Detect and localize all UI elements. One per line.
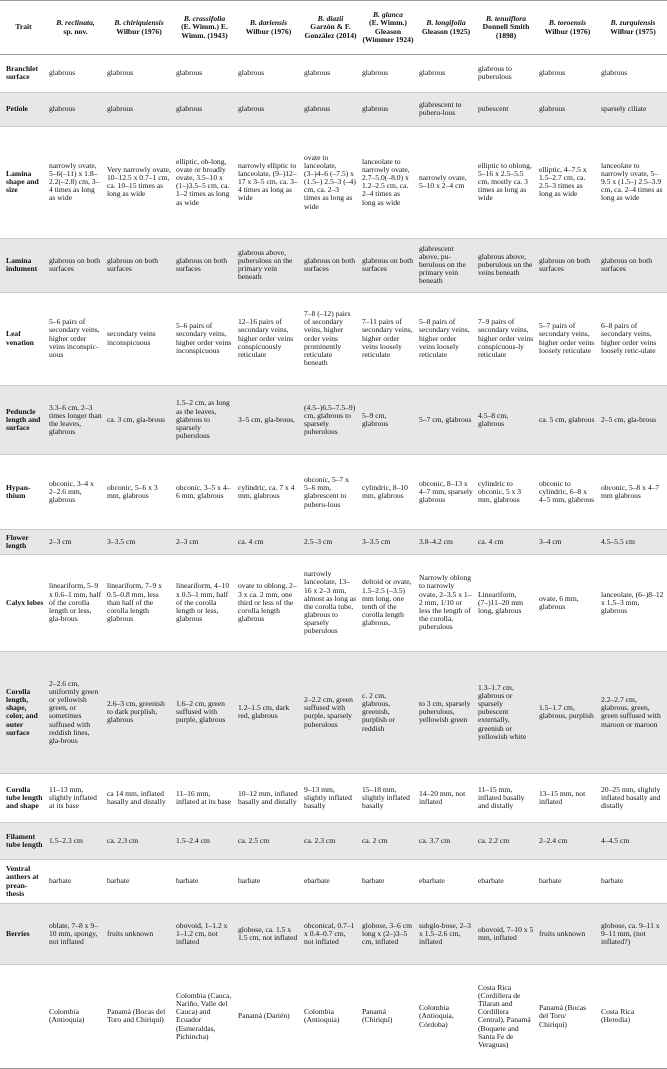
table-cell: 13–15 mm, not inflated (536, 773, 598, 823)
table-cell: 9–13 mm, slightly inflated basally (301, 773, 359, 823)
table-row (0, 92, 667, 126)
table-cell: 11–13 mm, slightly inflated at its base (46, 773, 104, 823)
table-cell: Colombia (Antioquia, Córdoba) (416, 964, 475, 1068)
table-cell: narrowly elliptic to lanceolate, (9–)12–17 x 3–5 cm, ca. 3–4 times as long as wide (235, 126, 301, 238)
table-cell: narrowly lanceolate, 13–16 x 2–3 mm, almost as long as the corolla tube, glabrous to sparsely puberulous (301, 554, 359, 651)
species-name: B. glanca (373, 10, 403, 20)
table-cell: glabrous on both surfaces (46, 238, 104, 292)
table-cell: obconic, 3–5 x 4–6 mm, glabrous (173, 455, 235, 530)
species-column-header (104, 1, 173, 55)
trait-label: Lamina shape and size (0, 126, 46, 238)
trait-label: Branchlet surface (0, 55, 46, 93)
table-cell: barbate (235, 859, 301, 903)
species-authority: Wilbur (1976) (245, 26, 292, 36)
table-cell: obconic to cylindric, 6–8 x 4–5 mm, glabrous (536, 455, 598, 530)
species-column-header (235, 1, 301, 55)
table-cell: Panamá (Bocas del Toro and Chiriquí) (104, 964, 173, 1068)
species-authority: Wilbur (1975) (610, 26, 656, 36)
table-cell: glabrous (173, 92, 235, 126)
trait-label: Berries (0, 904, 46, 965)
table-cell: 15–18 mm, slightly inflated basally (359, 773, 416, 823)
species-name: B. zurquiensis (610, 18, 656, 28)
table-cell: obovoid, 7–10 x 5 mm, inflated (475, 904, 536, 965)
table-cell: 6–8 pairs of secondary veins, higher order veins loosely retic-ulate (598, 292, 667, 385)
table-cell: barbate (359, 859, 416, 903)
trait-label: Petiole (0, 92, 46, 126)
table-row (0, 238, 667, 292)
table-cell: 7–11 pairs of secondary veins, higher order veins loosely reticulate (359, 292, 416, 385)
table-cell: glabrous (46, 92, 104, 126)
table-cell: barbate (173, 859, 235, 903)
table-cell: glabrous on both surfaces (598, 238, 667, 292)
table-cell: 1.5–2.4 cm (173, 823, 235, 859)
trait-label: Corolla tube length and shape (0, 773, 46, 823)
species-authority: Wilbur (1976) (116, 26, 162, 36)
table-cell: obconic, 3–4 x 2–2.6 mm, glabrous (46, 455, 104, 530)
table-row (0, 964, 667, 1068)
table-cell: obconic, 5–7 x 5–6 mm, glabrescent to puberu-lous (301, 455, 359, 530)
species-column-header (475, 1, 536, 55)
table-cell: to 3 cm, sparsely puberulous, yellowish green (416, 652, 475, 774)
table-cell: ca. 4 cm (235, 530, 301, 554)
table-cell: fruits unknown (104, 904, 173, 965)
table-cell: ca. 2.3 cm (301, 823, 359, 859)
species-column-header (359, 1, 416, 55)
species-authority: Gleason (1925) (421, 26, 471, 36)
table-cell: 3–5 cm, gla-brous, (235, 385, 301, 455)
table-cell: glabrous above, puberulous on the veins beneath (475, 238, 536, 292)
table-cell: 7–8 (–12) pairs of secondary veins, higher order veins prominently reticulate beneath (301, 292, 359, 385)
table-cell: narrowly ovate, 5–6(–11) x 1.8–2.2(–2.8) cm, 3–4 times as long as wide (46, 126, 104, 238)
table-cell: barbate (598, 859, 667, 903)
trait-label (0, 964, 46, 1068)
table-cell: 12–16 pairs of secondary veins, higher order veins conspicuously reticulate (235, 292, 301, 385)
trait-label: Peduncle length and surface (0, 385, 46, 455)
table-cell: 1.5–2 cm, as long as the leaves, glabrous to sparsely puberulous (173, 385, 235, 455)
table-cell: glabrous on both surfaces (359, 238, 416, 292)
table-cell: 2–2.4 cm (536, 823, 598, 859)
table-cell: cylindric to obconic, 5 x 3 mm, glabrous (475, 455, 536, 530)
table-cell: ca. 3.7 cm (416, 823, 475, 859)
table-cell: sparsely ciliate (598, 92, 667, 126)
trait-label: Calyx lobes (0, 554, 46, 651)
table-cell: lanceolate, (6–)8–12 x 1.5–3 mm, glabrous (598, 554, 667, 651)
table-row (0, 823, 667, 859)
table-cell: 3.8–4.2 cm (416, 530, 475, 554)
species-name: B. diazii (317, 14, 344, 24)
table-cell: glabrous (359, 55, 416, 93)
table-cell: 1.3–1.7 cm, glabrous or sparsely pubescent externally, greenish or yellowish white (475, 652, 536, 774)
table-row (0, 385, 667, 455)
table-cell: Panamá (Chiriquí) (359, 964, 416, 1068)
species-authority: (E. Wimm.) Gleason (Wimmer 1924) (362, 18, 414, 44)
table-cell: obconic, 5–8 x 4–7 mm glabrous (598, 455, 667, 530)
table-cell: 2–3 cm (173, 530, 235, 554)
table-cell: 5–6 pairs of secondary veins, higher order veins inconspic-uous (46, 292, 104, 385)
species-name: B. longifolia (426, 18, 466, 28)
table-cell: 2–5 cm, gla-brous (598, 385, 667, 455)
species-column-header (46, 1, 104, 55)
table-cell: obconical, 0.7–1 x 0.4–0.7 cm, not inflated (301, 904, 359, 965)
table-cell: 14–20 mm, not inflated (416, 773, 475, 823)
table-cell: ebarbate (301, 859, 359, 903)
table-cell: subglo-bose, 2–3 x 1.5–2.6 cm, inflated (416, 904, 475, 965)
table-cell: c. 2 cm, glabrous, greenish, purplish or reddish (359, 652, 416, 774)
table-cell: elliptic, ob-long, ovate or broadly ovate, 3.5–10 x (1–)3.5–5 cm, ca. 1–2 times as long as wide (173, 126, 235, 238)
species-name: B. reclinata, (56, 18, 95, 28)
table-cell: glabrous (46, 55, 104, 93)
trait-label: Flower length (0, 530, 46, 554)
table-cell: cylindric, 8–10 mm, glabrous (359, 455, 416, 530)
table-cell: fruits unknown (536, 904, 598, 965)
table-cell: glabrescent above, pu-berulous on the primary vein beneath (416, 238, 475, 292)
table-cell: Very narrowly ovate, 10–12.5 x 0.7–1 cm, ca. 10–15 times as long as wide (104, 126, 173, 238)
table-cell: (4.5–)6.5–7.5–9) cm, glabrous to sparsely puberulous (301, 385, 359, 455)
trait-label: Leaf venation (0, 292, 46, 385)
table-cell: 5–6 pairs of secondary veins, higher order veins inconspicuous (173, 292, 235, 385)
species-column-header (536, 1, 598, 55)
table-cell: ebarbate (475, 859, 536, 903)
table-cell: 3–3.5 cm (104, 530, 173, 554)
table-cell: barbate (46, 859, 104, 903)
table-row (0, 455, 667, 530)
table-cell: 4–4.5 cm (598, 823, 667, 859)
table-cell: secondary veins inconspicuous (104, 292, 173, 385)
table-cell: ca. 3 cm, gla-brous (104, 385, 173, 455)
table-row (0, 554, 667, 651)
species-name: B. crassifolia (183, 14, 226, 24)
table-row (0, 904, 667, 965)
table-cell: lineariform, 5–9 x 0.6–1 mm, half of the corolla length or less, gla-brous (46, 554, 104, 651)
table-cell: Colombia (Antioquia) (46, 964, 104, 1068)
table-cell: pubescent (475, 92, 536, 126)
table-cell: 5–8 pairs of secondary veins, higher order veins loosely reticulate (416, 292, 475, 385)
table-cell: globose, 3–6 cm long x (2–)3–5 cm, inflated (359, 904, 416, 965)
table-cell: Colombia (Antioquia) (301, 964, 359, 1068)
table-body (0, 55, 667, 1069)
table-cell: 11–16 mm, inflated at its base (173, 773, 235, 823)
table-cell: ovate to lanceolate, (3–)4–6 (–7.5) x (1.5–) 2.5–3 (–4) cm, ca. 2–3 times as long as wide (301, 126, 359, 238)
table-cell: Panamá (Bocas del Toro/ Chiriquí) (536, 964, 598, 1068)
table-cell: 2–2.6 cm, uniformly green or yellowish green, or sometimes suffused with reddish lines, gla-brous (46, 652, 104, 774)
table-cell: elliptic to oblong, 5–16 x 2.5–5.5 cm, mostly ca. 3 times as long as wide (475, 126, 536, 238)
table-cell: glabrous (416, 55, 475, 93)
table-cell: glabrous (104, 55, 173, 93)
table-cell: glabrous on both surfaces (173, 238, 235, 292)
species-column-header (598, 1, 667, 55)
table-row (0, 773, 667, 823)
species-name: B. chiriquiensis (114, 18, 164, 28)
species-authority: Donnell Smith (1898) (482, 22, 530, 40)
table-cell: ca. 4 cm (475, 530, 536, 554)
table-cell: 5–9 cm, glabrous (359, 385, 416, 455)
table-cell: ca. 2.3 cm (104, 823, 173, 859)
table-cell: 10–12 mm, inflated basally and distally (235, 773, 301, 823)
table-cell: 1.6–2 cm, green suffused with purple, glabrous (173, 652, 235, 774)
table-cell: ca. 2.2 cm (475, 823, 536, 859)
table-cell: glabrous (301, 92, 359, 126)
table-cell: ca. 5 cm, glabrous (536, 385, 598, 455)
table-cell: ca 14 mm, inflated basally and distally (104, 773, 173, 823)
table-cell: glabrescent to puberu-lous (416, 92, 475, 126)
table-cell: cylindric, ca. 7 x 4 mm, glabrous (235, 455, 301, 530)
table-cell: obovoid, 1–1.2 x 1–1.2 cm, not inflated (173, 904, 235, 965)
table-cell: 2.6–3 cm, greenish to dark purplish, glabrous (104, 652, 173, 774)
species-authority: Garzón & F. González (2014) (304, 22, 357, 40)
species-column-header (173, 1, 235, 55)
table-cell: 7–9 pairs of secondary veins, higher order veins conspicuous-ly reticulate (475, 292, 536, 385)
table-cell: 1.5–2.3 cm (46, 823, 104, 859)
species-name: B. toroensis (548, 18, 587, 28)
table-cell: narrowly ovate, 5–10 x 2–4 cm (416, 126, 475, 238)
table-cell: Panamá (Darién) (235, 964, 301, 1068)
table-cell: Narrowly oblong to narrowly ovate, 2–3.5 x 1–2 mm, 1/10 or less the length of the corolla, puberulous (416, 554, 475, 651)
table-row (0, 292, 667, 385)
table-cell: barbate (104, 859, 173, 903)
trait-label: Lamina indument (0, 238, 46, 292)
table-row (0, 55, 667, 93)
species-column-header (416, 1, 475, 55)
table-cell: 3.3–6 cm, 2–3 times longer than the leaves, glabrous (46, 385, 104, 455)
table-row (0, 126, 667, 238)
species-column-header (301, 1, 359, 55)
table-cell: glabrous (173, 55, 235, 93)
table-cell: 1.2–1.5 cm, dark red, glabrous (235, 652, 301, 774)
table-cell: glabrous (598, 55, 667, 93)
table-cell: ca. 2 cm (359, 823, 416, 859)
table-row (0, 530, 667, 554)
table-cell: 4.5–8 cm, glabrous (475, 385, 536, 455)
table-cell: glabrous (359, 92, 416, 126)
table-cell: ca. 2.5 cm (235, 823, 301, 859)
table-cell: elliptic, 4–7.5 x 1.5–2.7 cm, ca. 2.5–3 times as long as wide (536, 126, 598, 238)
species-name: B. dariensis (249, 18, 288, 28)
table-cell: glabrous on both surfaces (536, 238, 598, 292)
table-cell: barbate (536, 859, 598, 903)
table-cell: glabrous to puberulous (475, 55, 536, 93)
table-cell: 2–3 cm (46, 530, 104, 554)
table-cell: globose, ca. 1.5 x 1.5 cm, not inflated (235, 904, 301, 965)
table-cell: globose, ca. 9–11 x 9–11 mm, (not inflated?) (598, 904, 667, 965)
table-cell: Costa Rica (Heredia) (598, 964, 667, 1068)
table-cell: ovate, 6 mm, glabrous (536, 554, 598, 651)
table-cell: 2.5–3 cm (301, 530, 359, 554)
table-cell: glabrous (536, 55, 598, 93)
table-cell: Costa Rica (Cordillera de Tilaran and Cordillera Central), Panamá (Boquete and Santa Fe de Veraguas) (475, 964, 536, 1068)
table-row (0, 652, 667, 774)
table-cell: lineariform, 7–9 x 0.5–0.8 mm, less than half of the corolla length glabrous (104, 554, 173, 651)
table-cell: glabrous (104, 92, 173, 126)
table-cell: Lineariform, (7–)11–20 mm long, glabrous (475, 554, 536, 651)
species-authority: Wilbur (1976) (544, 26, 591, 36)
trait-label: Ventral anthers at prean-thesis (0, 859, 46, 903)
table-cell: 2.2–2.7 cm, glabrous, green, green suffused with maroon or maroon (598, 652, 667, 774)
table-row (0, 859, 667, 903)
trait-label: Corolla length, shape, color, and outer surface (0, 652, 46, 774)
table-cell: 11–15 mm, inflated basally and distally (475, 773, 536, 823)
table-cell: glabrous on both surfaces (104, 238, 173, 292)
table-cell: 2–2.2 cm, green suffused with purple, sparsely puberulous (301, 652, 359, 774)
table-cell: glabrous (235, 55, 301, 93)
trait-column-header: Trait (0, 1, 46, 55)
species-authority: sp. nov. (63, 26, 88, 36)
table-cell: 3–4 cm (536, 530, 598, 554)
table-cell: 20–25 mm, slightly inflated basally and distally (598, 773, 667, 823)
table-cell: glabrous above, puberulous on the primary vein beneath (235, 238, 301, 292)
table-cell: 1.5–1.7 cm, glabrous, purplish (536, 652, 598, 774)
table-cell: lanceolate to narrowly ovate, 5–9.5 x (1.5–) 2.5–3.9 cm, ca. 2–4 times as long as wide (598, 126, 667, 238)
table-cell: glabrous (235, 92, 301, 126)
table-cell: obconic, 5–6 x 3 mm, glabrous (104, 455, 173, 530)
header-row (0, 1, 667, 55)
species-name: B. tenuiflora (485, 14, 527, 24)
table-cell: Colombia (Cauca, Nariño, Valle del Cauca) and Ecuador (Esmeraldas, Pichincha) (173, 964, 235, 1068)
table-cell: 3–3.5 cm (359, 530, 416, 554)
trait-label: Hypan-thium (0, 455, 46, 530)
table-cell: glabrous on both surfaces (301, 238, 359, 292)
table-cell: ebarbate (416, 859, 475, 903)
table-cell: 5–7 cm, glabrous (416, 385, 475, 455)
table-cell: glabrous (301, 55, 359, 93)
table-cell: lineariform, 4–10 x 0.5–1 mm, half of the corolla length or less, glabrous (173, 554, 235, 651)
table-cell: glabrous (536, 92, 598, 126)
trait-label: Filament tube length (0, 823, 46, 859)
species-authority: (E. Wimm.) E. Wimm. (1943) (181, 22, 228, 40)
table-cell: ovate to oblong, 2–3 x ca. 2 mm, one third or less of the corolla length glabrous (235, 554, 301, 651)
table-cell: oblate, 7–8 x 9–10 mm, spongy, not inflated (46, 904, 104, 965)
table-cell: 5–7 pairs of secondary veins, higher order veins loosely reticulate (536, 292, 598, 385)
table-cell: 4.5–5.5 cm (598, 530, 667, 554)
table-cell: obconic, 8–13 x 4–7 mm, sparsely glabrous (416, 455, 475, 530)
table-cell: deltoid or ovate, 1.5–2.5 (–3.5) mm long, one tenth of the corolla length glabrous, (359, 554, 416, 651)
table-cell: lanceolate to narrowly ovate, 2.7–5.0(–8.0) x 1.2–2.5 cm, ca. 2–4 times as long as wide (359, 126, 416, 238)
